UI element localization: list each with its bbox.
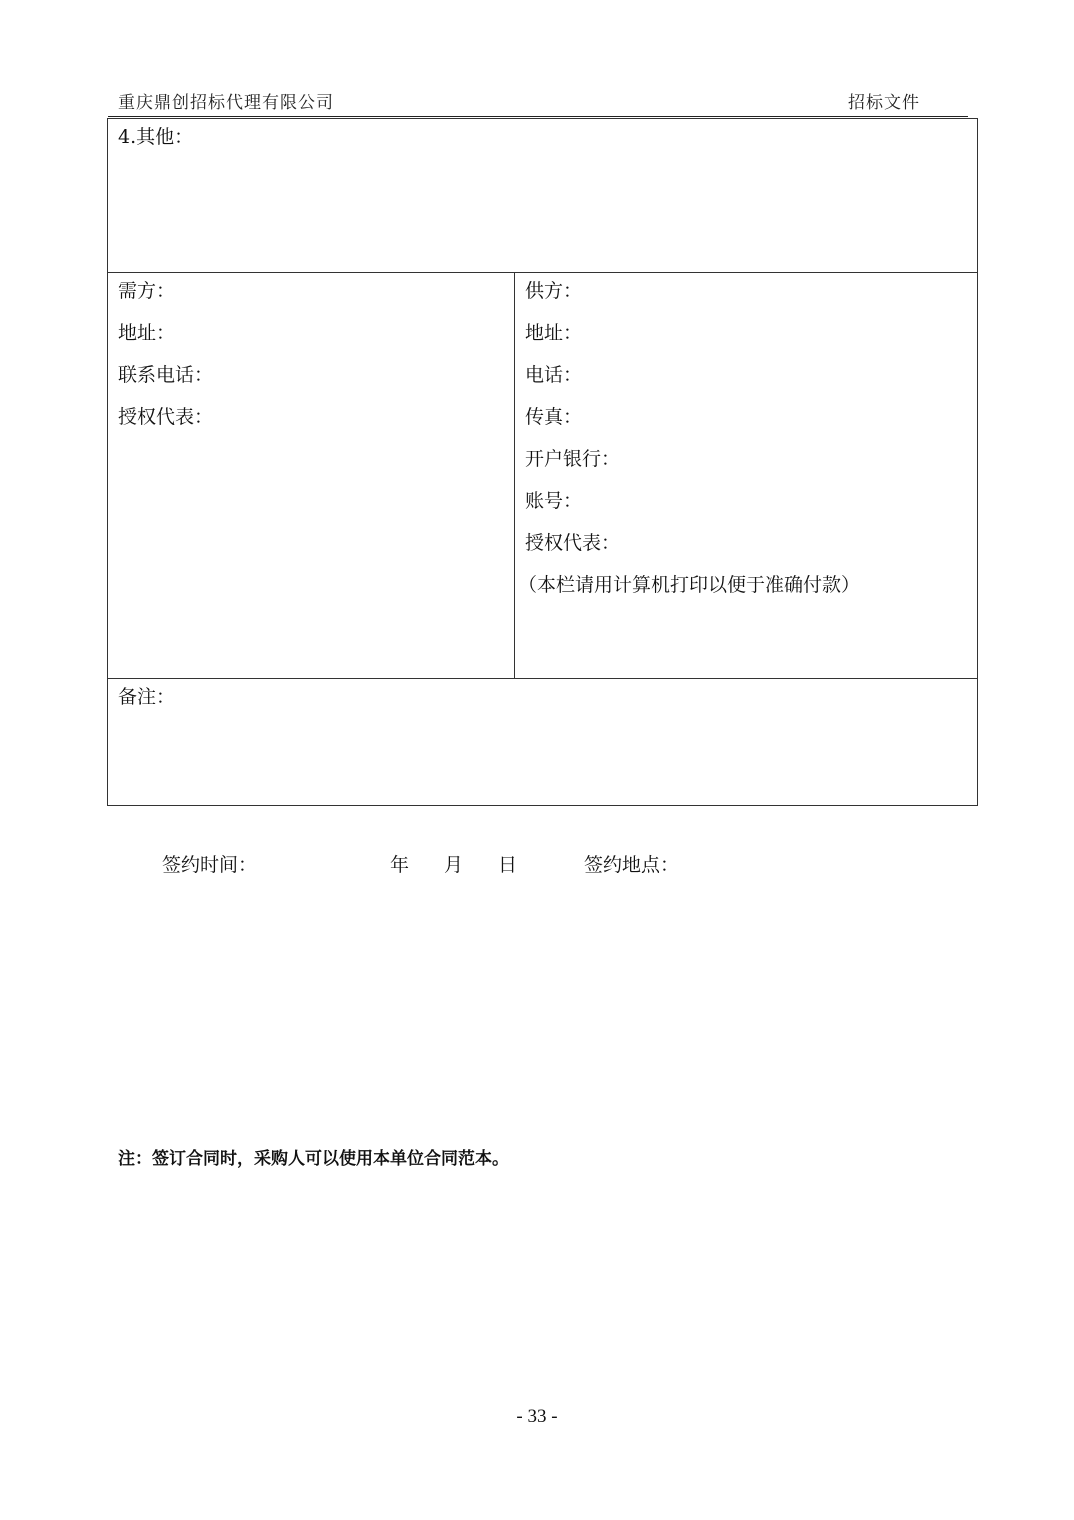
signing-year: 年 (390, 854, 410, 876)
supplier-party-label: 供方： (525, 280, 583, 302)
supplier-account-label: 账号： (525, 490, 583, 512)
signing-month: 月 (444, 854, 464, 876)
header-doc-type: 招标文件 (848, 93, 920, 113)
other-label: 4.其他： (118, 126, 194, 148)
buyer-party-label: 需方： (118, 280, 176, 302)
supplier-print-note: （本栏请用计算机打印以便于准确付款） (518, 574, 861, 596)
supplier-phone-label: 电话： (525, 364, 583, 386)
signing-place-label: 签约地点： (584, 854, 680, 876)
other-cell (107, 118, 978, 273)
buyer-address-label: 地址： (118, 322, 176, 344)
signing-time-label: 签约时间： (162, 854, 258, 876)
header-company: 重庆鼎创招标代理有限公司 (118, 93, 334, 113)
supplier-rep-label: 授权代表： (525, 532, 621, 554)
remarks-label: 备注： (118, 686, 176, 708)
supplier-fax-label: 传真： (525, 406, 583, 428)
supplier-address-label: 地址： (525, 322, 583, 344)
buyer-phone-label: 联系电话： (118, 364, 214, 386)
buyer-rep-label: 授权代表： (118, 406, 214, 428)
supplier-bank-label: 开户银行： (525, 448, 621, 470)
header-rule (108, 116, 968, 117)
page-number: - 33 - (516, 1406, 558, 1427)
remarks-cell (107, 678, 978, 806)
supplier-cell (514, 272, 978, 679)
footnote: 注：签订合同时，采购人可以使用本单位合同范本。 (118, 1149, 509, 1169)
signing-day: 日 (498, 854, 518, 876)
